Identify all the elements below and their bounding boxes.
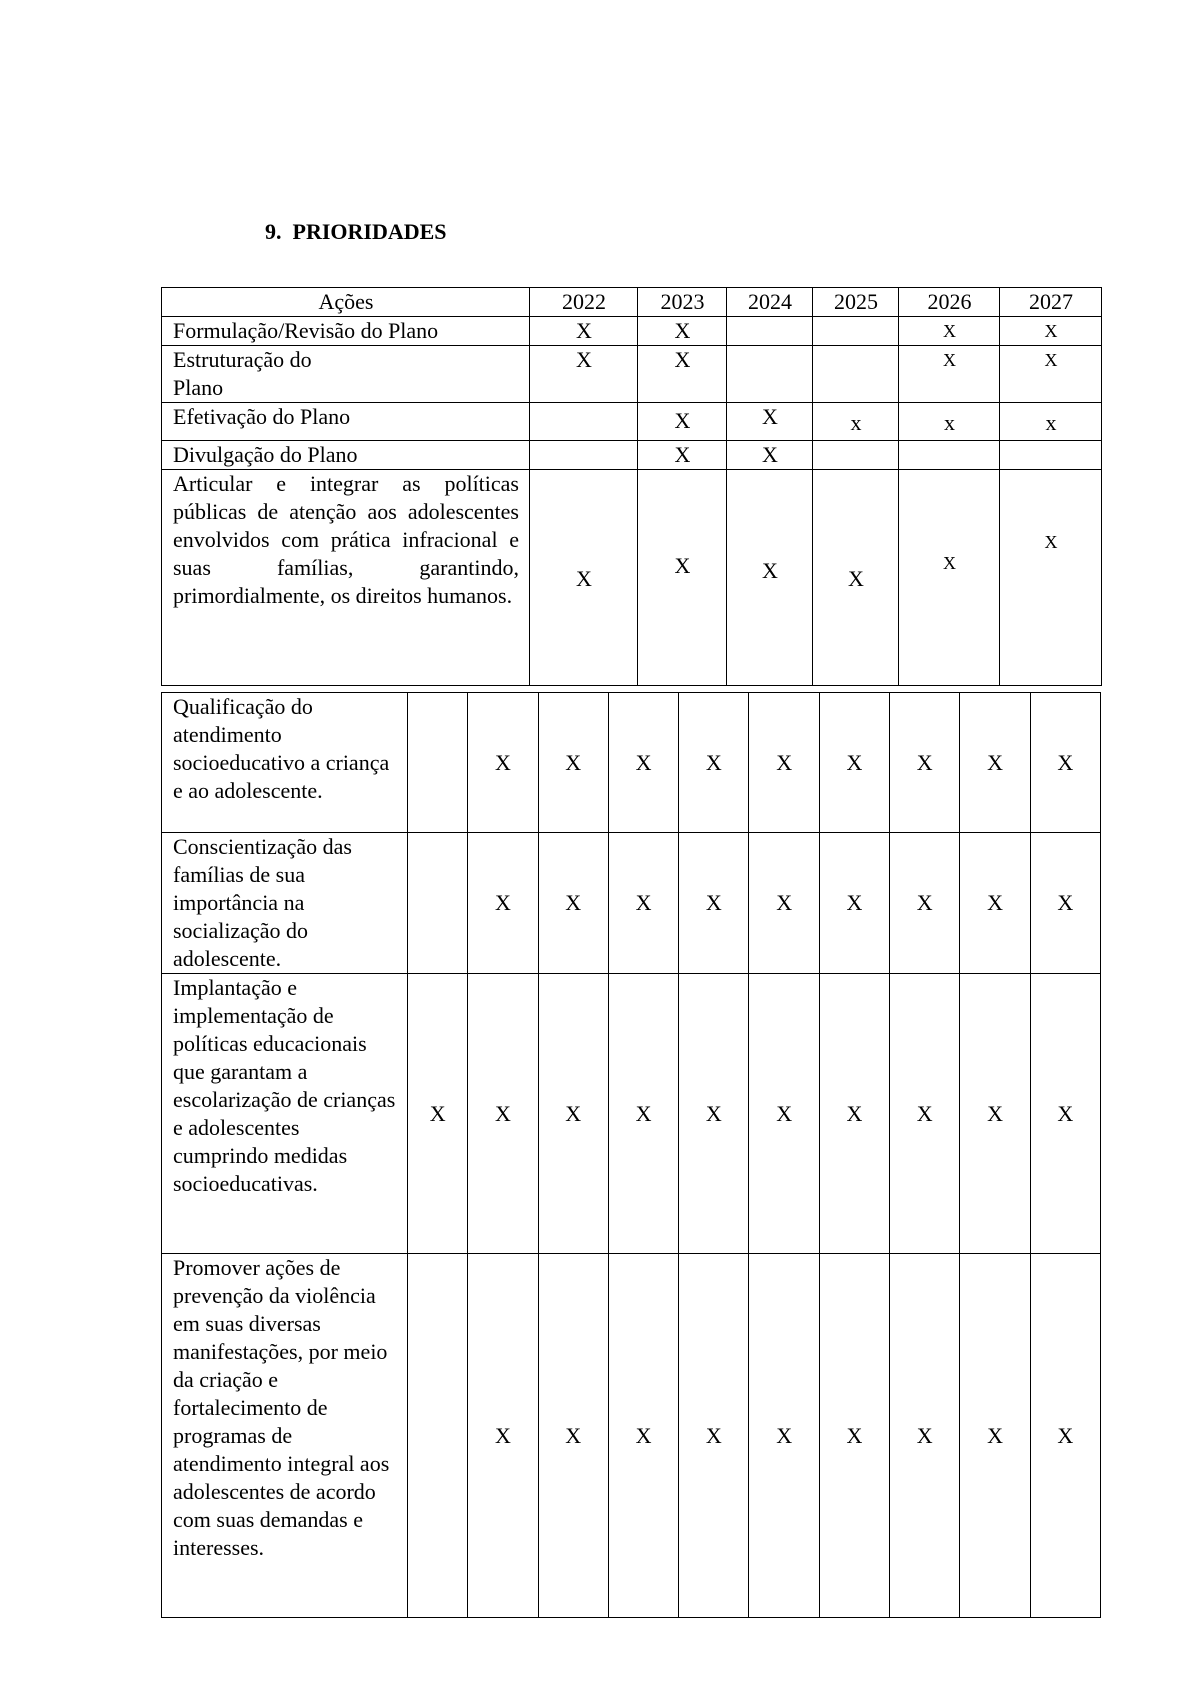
mark-cell: X xyxy=(530,470,638,686)
mark-cell: X xyxy=(1000,317,1102,346)
action-cell: Implantação e implementação de políticas educacionais que garantam a escolarização de crianças e adolescentes cumprindo medidas socioeducativas. xyxy=(162,974,408,1254)
mark-cell: X xyxy=(468,974,538,1254)
mark-cell: X xyxy=(960,1254,1030,1618)
mark-cell: X xyxy=(679,693,749,833)
mark-cell: X xyxy=(1030,693,1100,833)
mark-cell xyxy=(1000,441,1102,470)
mark-cell xyxy=(727,346,813,403)
header-cell-actions: Ações xyxy=(162,288,530,317)
mark-cell: X xyxy=(727,403,813,441)
header-cell-year: 2025 xyxy=(813,288,899,317)
mark-cell: X xyxy=(1030,1254,1100,1618)
mark-cell: X xyxy=(819,833,889,974)
action-cell: Divulgação do Plano xyxy=(162,441,530,470)
mark-cell: X xyxy=(468,833,538,974)
mark-cell: X xyxy=(727,441,813,470)
mark-cell: X xyxy=(960,693,1030,833)
mark-cell xyxy=(408,833,468,974)
mark-cell: X xyxy=(638,441,727,470)
mark-cell: X xyxy=(727,470,813,686)
mark-cell: X xyxy=(608,693,678,833)
mark-cell: X xyxy=(890,833,960,974)
priorities-table-actions xyxy=(161,692,1101,1618)
header-cell-year: 2024 xyxy=(727,288,813,317)
action-cell: Conscientização das famílias de sua importância na socialização do adolescente. xyxy=(162,833,408,974)
table-row xyxy=(162,441,1102,470)
mark-cell: X xyxy=(1000,346,1102,403)
mark-cell: X xyxy=(538,693,608,833)
action-cell: Articular e integrar as políticas públicas de atenção aos adolescentes envolvidos com prática infracional e suas famílias, garantindo, primordialmente, os direitos humanos. xyxy=(162,470,530,686)
mark-cell: x xyxy=(1000,403,1102,441)
mark-cell: X xyxy=(819,693,889,833)
mark-cell xyxy=(530,403,638,441)
mark-cell: X xyxy=(819,974,889,1254)
mark-cell: X xyxy=(638,346,727,403)
mark-cell: X xyxy=(530,346,638,403)
mark-cell: X xyxy=(468,693,538,833)
mark-cell: X xyxy=(679,974,749,1254)
section-number: 9. xyxy=(265,219,282,244)
mark-cell xyxy=(727,317,813,346)
mark-cell xyxy=(530,441,638,470)
mark-cell: X xyxy=(408,974,468,1254)
mark-cell: x xyxy=(813,403,899,441)
mark-cell: X xyxy=(608,974,678,1254)
mark-cell: X xyxy=(749,693,819,833)
table-header-row xyxy=(162,288,1102,317)
mark-cell: X xyxy=(1000,470,1102,686)
mark-cell: X xyxy=(538,1254,608,1618)
action-cell: Formulação/Revisão do Plano xyxy=(162,317,530,346)
header-cell-year: 2022 xyxy=(530,288,638,317)
mark-cell: X xyxy=(608,833,678,974)
mark-cell: X xyxy=(749,974,819,1254)
mark-cell: X xyxy=(749,1254,819,1618)
table-row xyxy=(162,1254,1101,1618)
mark-cell xyxy=(813,317,899,346)
mark-cell xyxy=(813,346,899,403)
mark-cell: X xyxy=(608,1254,678,1618)
mark-cell: X xyxy=(813,470,899,686)
mark-cell xyxy=(813,441,899,470)
mark-cell: X xyxy=(530,317,638,346)
mark-cell: X xyxy=(960,974,1030,1254)
mark-cell: X xyxy=(538,974,608,1254)
mark-cell: X xyxy=(899,346,1000,403)
action-cell: Efetivação do Plano xyxy=(162,403,530,441)
mark-cell: X xyxy=(749,833,819,974)
table-row xyxy=(162,693,1101,833)
mark-cell: X xyxy=(899,317,1000,346)
header-cell-year: 2027 xyxy=(1000,288,1102,317)
mark-cell: X xyxy=(890,1254,960,1618)
header-cell-year: 2023 xyxy=(638,288,727,317)
mark-cell: X xyxy=(638,317,727,346)
action-cell: Estruturação do Plano xyxy=(162,346,530,403)
mark-cell: X xyxy=(638,470,727,686)
mark-cell xyxy=(408,1254,468,1618)
mark-cell xyxy=(899,441,1000,470)
mark-cell: X xyxy=(679,833,749,974)
mark-cell: X xyxy=(819,1254,889,1618)
section-title-text: PRIORIDADES xyxy=(292,219,447,244)
mark-cell: X xyxy=(538,833,608,974)
mark-cell: X xyxy=(960,833,1030,974)
mark-cell: x xyxy=(899,403,1000,441)
mark-cell: X xyxy=(890,974,960,1254)
table-row xyxy=(162,317,1102,346)
table-row xyxy=(162,974,1101,1254)
table-row xyxy=(162,346,1102,403)
action-cell: Qualificação do atendimento socioeducativo a criança e ao adolescente. xyxy=(162,693,408,833)
table-row xyxy=(162,403,1102,441)
section-title xyxy=(265,221,447,243)
mark-cell: X xyxy=(890,693,960,833)
mark-cell: X xyxy=(899,470,1000,686)
header-cell-year: 2026 xyxy=(899,288,1000,317)
mark-cell: X xyxy=(1030,833,1100,974)
table-row xyxy=(162,833,1101,974)
mark-cell: X xyxy=(468,1254,538,1618)
mark-cell xyxy=(408,693,468,833)
priorities-table-years xyxy=(161,287,1102,686)
mark-cell: X xyxy=(679,1254,749,1618)
action-cell: Promover ações de prevenção da violência em suas diversas manifestações, por meio da criação e fortalecimento de programas de atendimento integral aos adolescentes de acordo com suas demandas e interesses. xyxy=(162,1254,408,1618)
table-row xyxy=(162,470,1102,686)
mark-cell: X xyxy=(638,403,727,441)
mark-cell: X xyxy=(1030,974,1100,1254)
